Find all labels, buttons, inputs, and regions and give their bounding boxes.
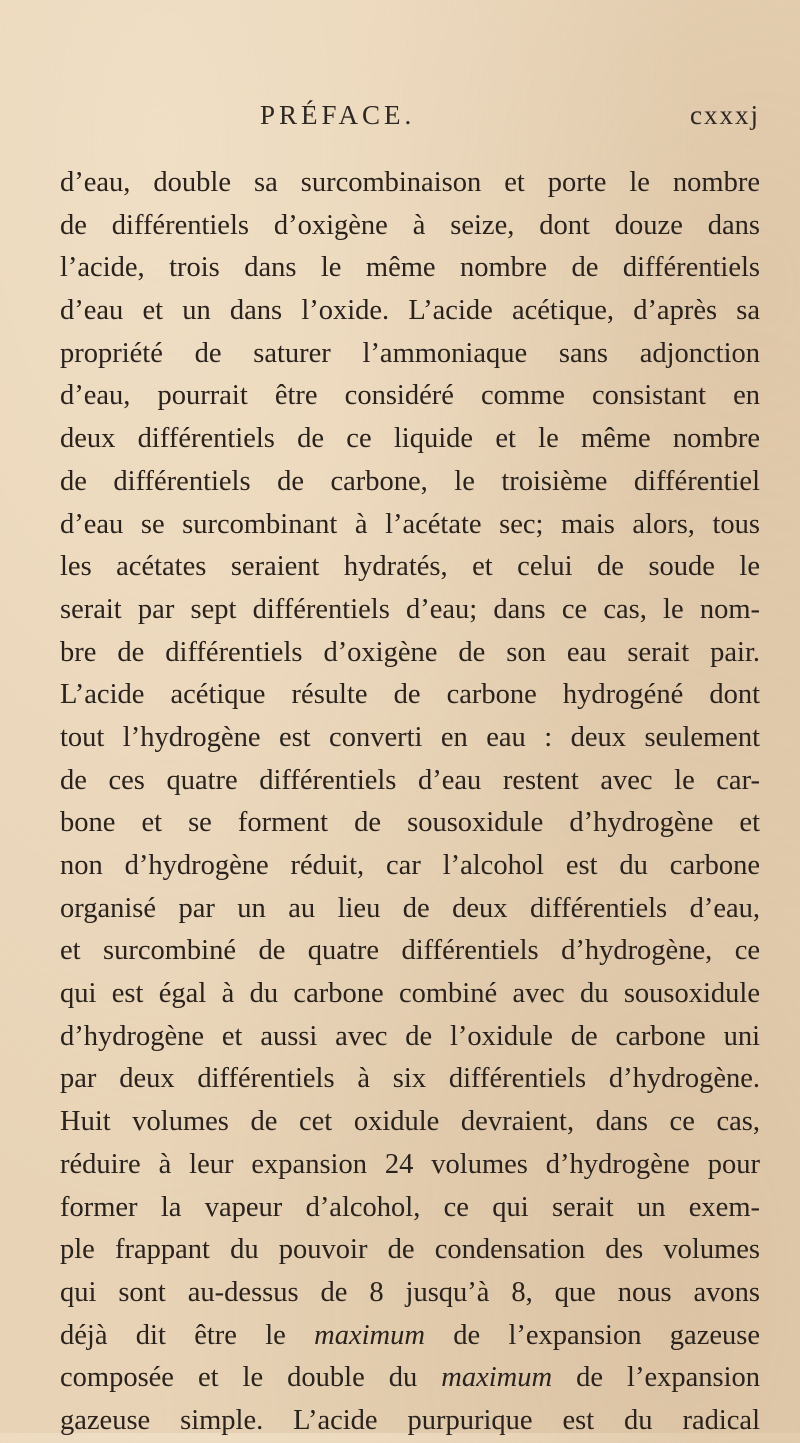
text-line-15: de ces quatre différentiels d’eau restent avec le car-	[60, 764, 760, 796]
text-line-2: de différentiels d’oxigène à seize, dont douze dans	[60, 209, 760, 241]
text-line-6: d’eau, pourrait être considéré comme consistant en	[60, 380, 760, 412]
text-line-29	[60, 1357, 760, 1400]
text-line-10: les acétates seraient hydratés, et celui de soude le	[60, 551, 760, 583]
text-line-27: qui sont au-dessus de 8 jusqu’à 8, que nous avons	[60, 1276, 760, 1308]
text-line-4: d’eau et un dans l’oxide. L’acide acétique, d’après sa	[60, 295, 760, 327]
italic-maximum-2: maximum	[441, 1362, 553, 1394]
text-line-29-after: de l’expansion	[552, 1362, 760, 1394]
text-line-8: de différentiels de carbone, le troisième différentiel	[60, 465, 760, 497]
text-line-28-before: déjà dit être le	[60, 1319, 315, 1351]
text-line-28	[60, 1315, 760, 1358]
text-line-20: qui est égal à du carbone combiné avec du sousoxidule	[60, 978, 760, 1010]
text-line-29-before: composée et le double du	[60, 1362, 442, 1394]
running-title: PRÉFACE.	[260, 100, 416, 130]
text-line-22: par deux différentiels à six différentiels d’hydrogène.	[60, 1063, 760, 1095]
text-line-9: d’eau se surcombinant à l’acétate sec; mais alors, tous	[60, 508, 760, 540]
text-line-30: gazeuse simple. L’acide purpurique est du radical	[60, 1404, 760, 1436]
italic-maximum-1: maximum	[314, 1319, 425, 1351]
text-line-5: propriété de saturer l’ammoniaque sans adjonction	[60, 337, 760, 369]
text-line-7: deux différentiels de ce liquide et le même nombre	[60, 423, 760, 455]
text-line-18: organisé par un au lieu de deux différentiels d’eau,	[60, 892, 760, 924]
text-line-11: serait par sept différentiels d’eau; dans ce cas, le nom-	[60, 593, 760, 625]
text-line-14: tout l’hydrogène est converti en eau : deux seulement	[60, 721, 760, 753]
text-line-28-after: de l’expansion gazeuse	[424, 1319, 760, 1351]
text-line-19: et surcombiné de quatre différentiels d’hydrogène, ce	[60, 935, 760, 967]
text-line-1: d’eau, double sa surcombinaison et porte le nombre	[60, 167, 760, 198]
text-line-12: bre de différentiels d’oxigène de son eau serait pair.	[60, 636, 760, 668]
text-line-16: bone et se forment de sousoxidule d’hydrogène et	[60, 807, 760, 839]
body-text	[60, 162, 760, 1443]
text-line-17: non d’hydrogène réduit, car l’alcohol est du carbone	[60, 850, 760, 881]
text-line-25: former la vapeur d’alcohol, ce qui serait un exem-	[60, 1191, 760, 1223]
text-line-21: d’hydrogène et aussi avec de l’oxidule de carbone uni	[60, 1020, 760, 1052]
text-line-3: l’acide, trois dans le même nombre de différentiels	[60, 252, 760, 284]
text-line-23: Huit volumes de cet oxidule devraient, dans ce cas,	[60, 1106, 760, 1138]
text-line-26: ple frappant du pouvoir de condensation des volumes	[60, 1234, 760, 1266]
text-line-24: réduire à leur expansion 24 volumes d’hydrogène pour	[60, 1148, 760, 1180]
running-head	[60, 100, 760, 140]
page-number: cxxxj	[690, 100, 760, 130]
text-line-13: L’acide acétique résulte de carbone hydrogéné dont	[60, 679, 760, 711]
